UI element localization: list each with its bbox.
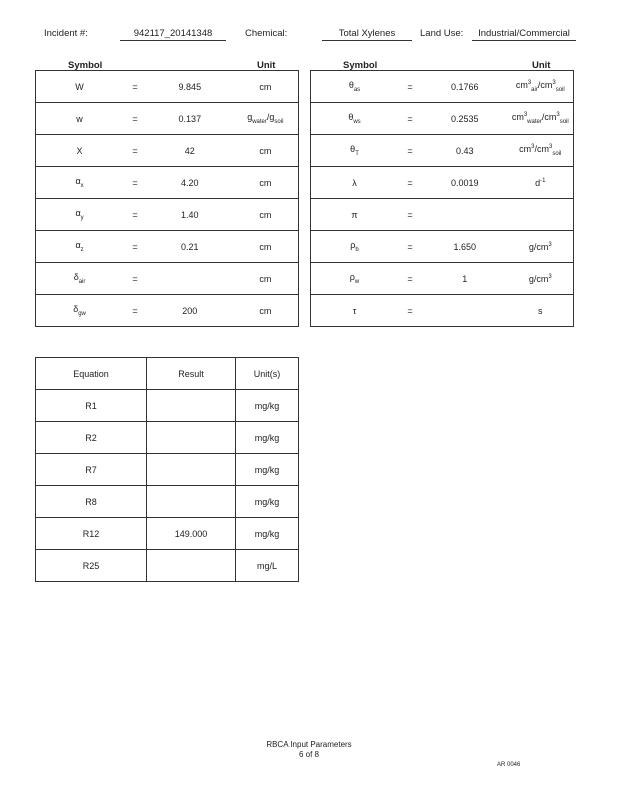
param-unit: s <box>508 295 574 327</box>
param-equals: = <box>123 231 147 263</box>
result-cell: 149.000 <box>147 518 236 550</box>
result-cell <box>147 486 236 518</box>
param-equals: = <box>398 295 422 327</box>
param-value <box>147 263 233 295</box>
param-row <box>311 263 574 295</box>
param-value: 1.650 <box>422 231 508 263</box>
param-unit: $cm^3_{water}/cm^3_{soil}$ <box>508 103 574 135</box>
param-row <box>36 295 299 327</box>
param-symbol: $\theta_T$ <box>311 135 399 167</box>
param-symbol: $\theta_{as}$ <box>311 71 399 103</box>
equation-cell: R12 <box>36 518 147 550</box>
unit-cell: mg/kg <box>236 390 299 422</box>
param-unit: cm <box>233 231 299 263</box>
param-equals: = <box>398 135 422 167</box>
param-symbol: $\delta_{air}$ <box>36 263 124 295</box>
param-equals: = <box>123 135 147 167</box>
param-equals: = <box>123 167 147 199</box>
param-symbol: $\alpha_z$ <box>36 231 124 263</box>
result-head: Result <box>147 358 236 390</box>
param-equals: = <box>398 167 422 199</box>
left-unit-head: Unit <box>257 60 276 71</box>
table-row <box>36 454 299 486</box>
param-symbol: π <box>311 199 399 231</box>
equation-head: Equation <box>36 358 147 390</box>
units-head: Unit(s) <box>236 358 299 390</box>
param-unit: cm <box>233 167 299 199</box>
param-equals: = <box>398 71 422 103</box>
param-symbol: $\alpha_y$ <box>36 199 124 231</box>
param-row <box>36 167 299 199</box>
right-symbol-head: Symbol <box>343 60 378 71</box>
param-value: 1 <box>422 263 508 295</box>
param-symbol: $\delta_{gw}$ <box>36 295 124 327</box>
param-row <box>311 71 574 103</box>
equation-header-row <box>36 358 299 390</box>
param-unit: cm <box>233 135 299 167</box>
equation-cell: R7 <box>36 454 147 486</box>
param-value: 1.40 <box>147 199 233 231</box>
landuse-value: Industrial/Commercial <box>472 28 576 41</box>
param-row <box>311 295 574 327</box>
param-symbol: $\alpha_x$ <box>36 167 124 199</box>
param-value: 0.137 <box>147 103 233 135</box>
param-symbol: X <box>36 135 124 167</box>
param-equals: = <box>398 103 422 135</box>
param-value <box>422 295 508 327</box>
param-unit: cm <box>233 71 299 103</box>
param-row <box>36 71 299 103</box>
param-unit: $g_{water}/g_{soil}$ <box>233 103 299 135</box>
right-unit-head: Unit <box>532 60 551 71</box>
param-row <box>311 103 574 135</box>
result-cell <box>147 454 236 486</box>
equation-cell: R1 <box>36 390 147 422</box>
param-value <box>422 199 508 231</box>
param-unit: $d^{-1}$ <box>508 167 574 199</box>
param-value: 0.0019 <box>422 167 508 199</box>
chemical-label: Chemical: <box>245 28 288 39</box>
table-row <box>36 550 299 582</box>
param-unit: cm <box>233 295 299 327</box>
footer-page: 6 of 8 <box>298 750 319 759</box>
param-row <box>311 135 574 167</box>
param-unit: cm <box>233 199 299 231</box>
param-value: 9.845 <box>147 71 233 103</box>
result-cell <box>147 422 236 454</box>
param-unit: $g/cm^3$ <box>508 231 574 263</box>
param-symbol: w <box>36 103 124 135</box>
param-equals: = <box>398 263 422 295</box>
param-equals: = <box>398 199 422 231</box>
param-symbol: $\theta_{ws}$ <box>311 103 399 135</box>
param-unit: $cm^3_{air}/cm^3_{soil}$ <box>508 71 574 103</box>
param-value: 0.2535 <box>422 103 508 135</box>
equation-cell: R8 <box>36 486 147 518</box>
equation-cell: R25 <box>36 550 147 582</box>
param-unit: cm <box>233 263 299 295</box>
footer-title: RBCA Input Parameters <box>266 740 352 749</box>
param-unit <box>508 199 574 231</box>
param-equals: = <box>398 231 422 263</box>
table-row <box>36 518 299 550</box>
chemical-value: Total Xylenes <box>322 28 412 41</box>
param-equals: = <box>123 295 147 327</box>
unit-cell: mg/kg <box>236 518 299 550</box>
left-symbol-head: Symbol <box>68 60 103 71</box>
param-equals: = <box>123 71 147 103</box>
param-equals: = <box>123 103 147 135</box>
param-row <box>311 199 574 231</box>
unit-cell: mg/kg <box>236 454 299 486</box>
param-unit: $cm^3/cm^3_{soil}$ <box>508 135 574 167</box>
param-value: 0.43 <box>422 135 508 167</box>
param-equals: = <box>123 199 147 231</box>
result-cell <box>147 550 236 582</box>
param-value: 200 <box>147 295 233 327</box>
param-row <box>311 167 574 199</box>
landuse-label: Land Use: <box>420 28 464 39</box>
param-symbol: W <box>36 71 124 103</box>
param-symbol: τ <box>311 295 399 327</box>
param-symbol: $\rho_w$ <box>311 263 399 295</box>
table-row <box>36 390 299 422</box>
table-row <box>36 486 299 518</box>
param-row <box>36 135 299 167</box>
incident-value: 942117_20141348 <box>120 28 226 41</box>
param-value: 0.1766 <box>422 71 508 103</box>
equation-cell: R2 <box>36 422 147 454</box>
param-unit: $g/cm^3$ <box>508 263 574 295</box>
result-cell <box>147 390 236 422</box>
param-value: 0.21 <box>147 231 233 263</box>
param-row <box>36 263 299 295</box>
unit-cell: mg/L <box>236 550 299 582</box>
param-row <box>36 231 299 263</box>
table-row <box>36 422 299 454</box>
footer-ref: AR 0046 <box>497 762 521 768</box>
param-row <box>36 199 299 231</box>
param-value: 4.20 <box>147 167 233 199</box>
left-parameter-table <box>35 70 299 327</box>
unit-cell: mg/kg <box>236 486 299 518</box>
incident-label: Incident #: <box>44 28 88 39</box>
equation-table <box>35 357 299 582</box>
param-row <box>311 231 574 263</box>
param-symbol: $\rho_b$ <box>311 231 399 263</box>
right-parameter-table <box>310 70 574 327</box>
param-equals: = <box>123 263 147 295</box>
param-value: 42 <box>147 135 233 167</box>
unit-cell: mg/kg <box>236 422 299 454</box>
param-symbol: λ <box>311 167 399 199</box>
param-row <box>36 103 299 135</box>
